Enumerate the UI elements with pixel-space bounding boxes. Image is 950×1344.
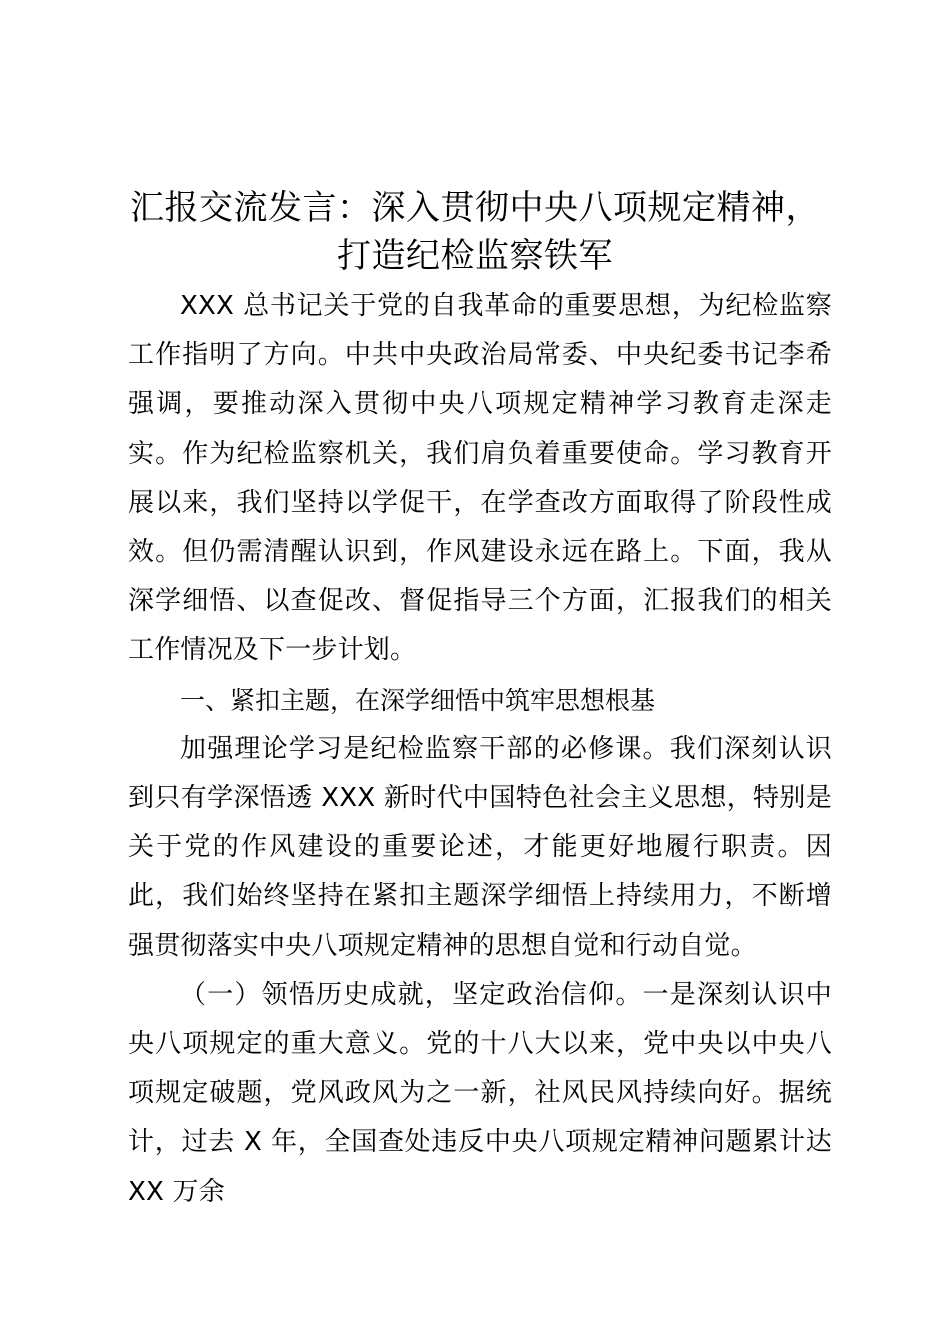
title-line-1: 汇报交流发言：深入贯彻中央八项规定精神， — [130, 188, 820, 228]
section-1-paragraph: 加强理论学习是纪检监察干部的必修课。我们深刻认识到只有学深悟透 XXX 新时代中国特色社会主义思想，特别是关于党的作风建设的重要论述，才能更好地履行职责。因此，我们始终坚持在紧扣主题深学细悟上持续用力，不断增强贯彻落实中央八项规定精神的思想自觉和行动自觉。 — [128, 733, 832, 961]
document-body — [128, 282, 832, 1217]
subsection-1-paragraph: （一）领悟历史成就，坚定政治信仰。一是深刻认识中央八项规定的重大意义。党的十八大以来，党中央以中央八项规定破题，党风政风为之一新，社风民风持续向好。据统计，过去 X 年，全国查处违反中央八项规定精神问题累计达 XX 万余 — [128, 979, 832, 1207]
intro-paragraph: XXX 总书记关于党的自我革命的重要思想，为纪检监察工作指明了方向。中共中央政治局常委、中央纪委书记李希强调，要推动深入贯彻中央八项规定精神学习教育走深走实。作为纪检监察机关，我们肩负着重要使命。学习教育开展以来，我们坚持以学促干，在学查改方面取得了阶段性成效。但仍需清醒认识到，作风建设永远在路上。下面，我从深学细悟、以查促改、督促指导三个方面，汇报我们的相关工作情况及下一步计划。 — [128, 291, 832, 666]
section-heading-1: 一、紧扣主题，在深学细悟中筑牢思想根基 — [180, 685, 656, 715]
document-title — [95, 184, 855, 280]
title-line-2: 打造纪检监察铁军 — [337, 236, 613, 276]
